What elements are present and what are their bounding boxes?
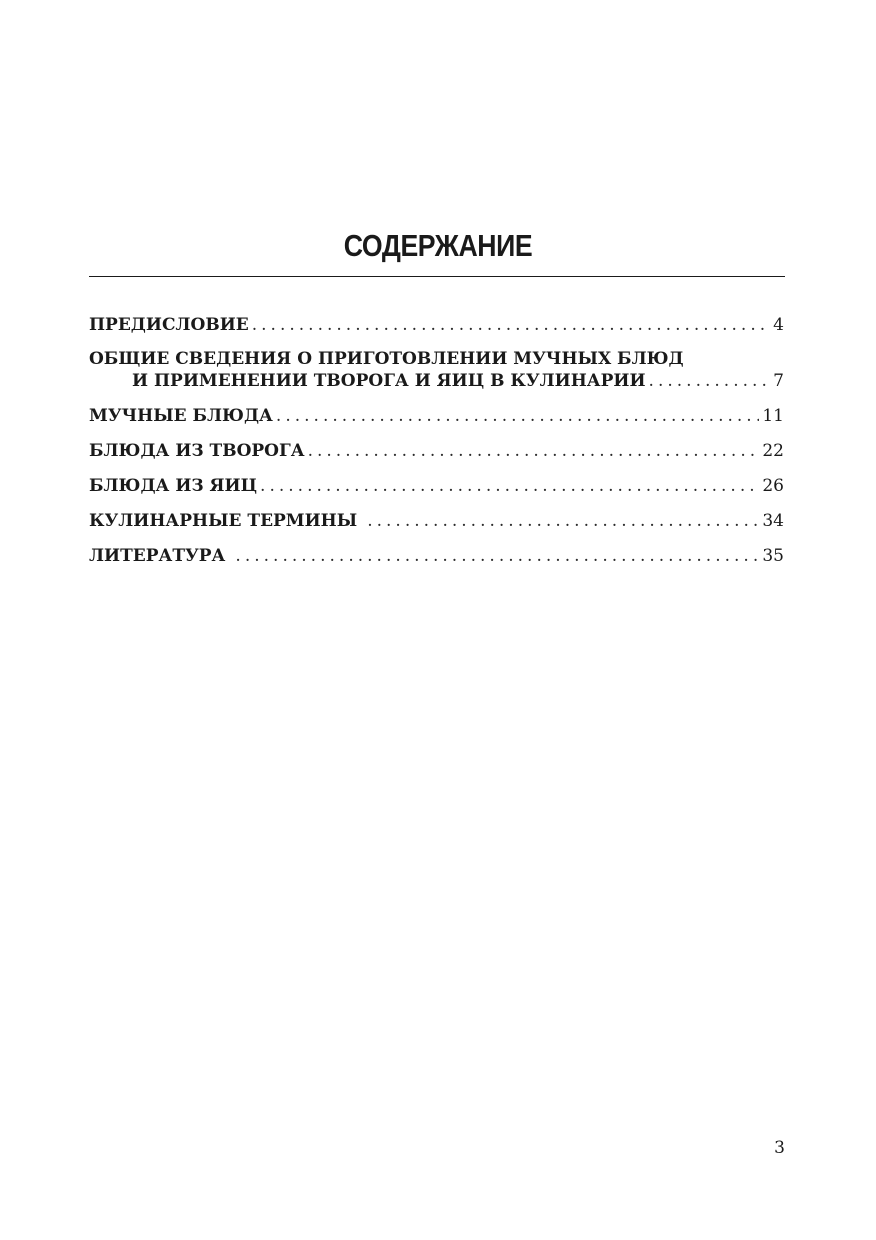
toc-page-number: 34 bbox=[762, 511, 784, 531]
toc-entry-literature[interactable] bbox=[89, 545, 784, 567]
toc-page-number: 22 bbox=[762, 441, 784, 461]
toc-entry-label: МУЧНЫЕ БЛЮДА bbox=[89, 406, 273, 426]
page-number: 3 bbox=[774, 1138, 785, 1158]
toc-entry-label: ЛИТЕРАТУРА bbox=[89, 546, 226, 566]
dot-leader bbox=[252, 314, 770, 336]
dot-leader bbox=[235, 545, 759, 567]
dot-leader bbox=[308, 440, 760, 462]
toc-entry-label: ОБЩИЕ СВЕДЕНИЯ О ПРИГОТОВЛЕНИИ МУЧНЫХ БЛЮД bbox=[89, 349, 684, 369]
dot-leader bbox=[276, 405, 759, 427]
toc-entry-label: БЛЮДА ИЗ ТВОРОГА bbox=[89, 441, 305, 461]
toc-entry-culinary-terms[interactable] bbox=[89, 510, 784, 532]
dot-leader bbox=[649, 370, 771, 392]
dot-leader bbox=[260, 475, 759, 497]
toc-page-number: 35 bbox=[762, 546, 784, 566]
title-divider bbox=[89, 276, 785, 277]
toc-entry-flour-dishes[interactable] bbox=[89, 405, 784, 427]
toc-entry-general-info[interactable] bbox=[89, 348, 784, 392]
toc-page-number: 26 bbox=[762, 476, 784, 496]
toc-entry-label: КУЛИНАРНЫЕ ТЕРМИНЫ bbox=[89, 511, 358, 531]
toc-page-number: 7 bbox=[773, 371, 784, 391]
toc-entry-preface[interactable] bbox=[89, 314, 784, 336]
toc-entry-cottage-cheese-dishes[interactable] bbox=[89, 440, 784, 462]
dot-leader bbox=[367, 510, 759, 532]
toc-entry-label: БЛЮДА ИЗ ЯИЦ bbox=[89, 476, 258, 496]
toc-entry-label-continued: И ПРИМЕНЕНИИ ТВОРОГА И ЯИЦ В КУЛИНАРИИ bbox=[132, 371, 646, 391]
toc-entry-egg-dishes[interactable] bbox=[89, 475, 784, 497]
toc-entry-label: ПРЕДИСЛОВИЕ bbox=[89, 315, 249, 335]
page-title: СОДЕРЖАНИЕ bbox=[343, 228, 533, 263]
toc-page-number: 11 bbox=[762, 406, 784, 426]
toc-page-number: 4 bbox=[773, 315, 784, 335]
